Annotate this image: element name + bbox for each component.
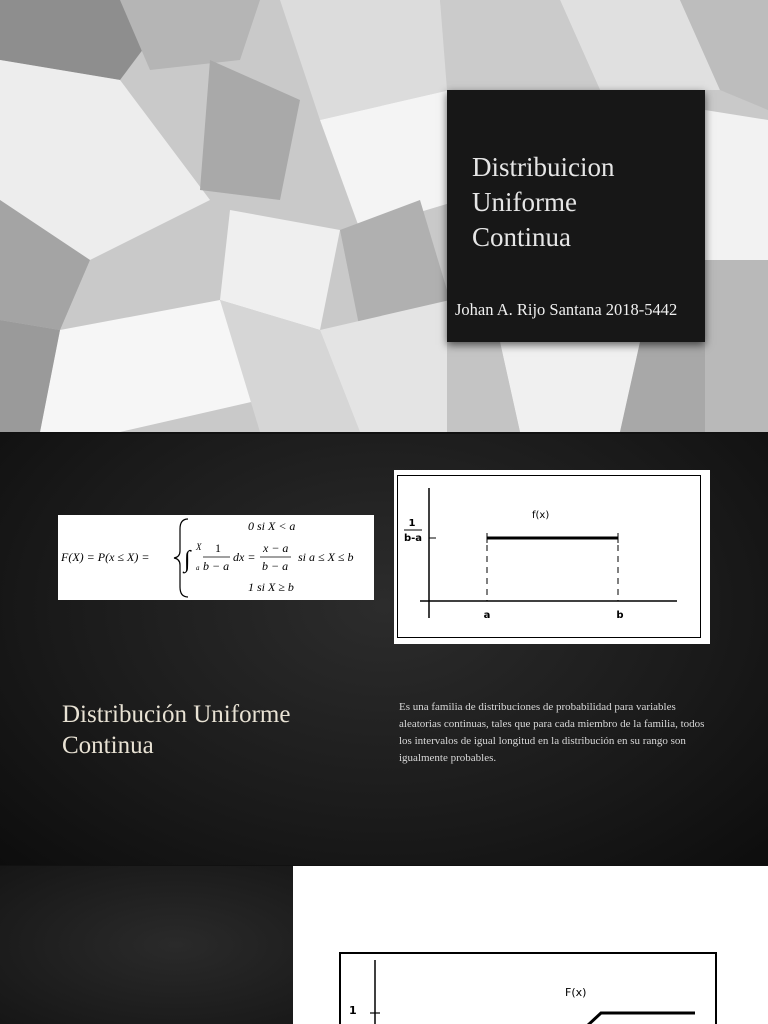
cdf-y-label: 1: [349, 1004, 357, 1017]
frac1-denominator: b − a: [203, 559, 230, 573]
formula-dx: dx =: [233, 550, 256, 564]
x-label-b: b: [616, 610, 624, 621]
title-line-1: Distribuicion: [472, 152, 615, 182]
pdf-y-label-denominator: b-a: [403, 533, 423, 544]
x-label-a: a: [483, 610, 491, 621]
formula-case-1: 0 si X < a: [248, 519, 296, 533]
integral-sign: ∫: [184, 547, 191, 573]
frac1-numerator: 1: [215, 541, 221, 555]
formula-lhs: F(X) = P(x ≤ X) =: [61, 550, 150, 564]
definition-slide: [0, 434, 768, 865]
cdf-curve: [587, 1013, 695, 1024]
section-title: Distribución Uniforme Continua: [62, 701, 291, 759]
frac2-numerator: x − a: [263, 541, 289, 555]
title-card: [447, 90, 705, 342]
presentation-title: [472, 150, 697, 255]
cdf-graph-image: [335, 946, 725, 1024]
pdf-y-label-numerator: 1: [408, 518, 416, 529]
cdf-formula-image: [58, 515, 374, 600]
title-line-2: Uniforme: [472, 187, 577, 217]
integral-upper: X: [196, 542, 202, 552]
formula-case-3: 1 si X ≥ b: [248, 580, 294, 594]
dark-panel: [0, 866, 293, 1024]
title-slide: [0, 0, 768, 432]
author-line: Johan A. Rijo Santana 2018-5442: [455, 300, 678, 319]
pdf-function-label: f(x): [532, 510, 550, 521]
title-line-3: Continua: [472, 222, 571, 252]
cdf-function-label: F(x): [565, 986, 587, 999]
pdf-graph-image: [394, 470, 710, 644]
cdf-slide: [0, 866, 768, 1024]
definition-text: Es una familia de distribuciones de probabilidad para variables aleatorias continuas, tales que para cada miembro de la familia, todos los intervalos de igual longitud en la distribución en su rango son igualmente probables.: [399, 701, 705, 764]
integral-lower: a: [196, 564, 200, 572]
formula-case-2-condition: si a ≤ X ≤ b: [298, 550, 354, 564]
frac2-denominator: b − a: [262, 559, 289, 573]
